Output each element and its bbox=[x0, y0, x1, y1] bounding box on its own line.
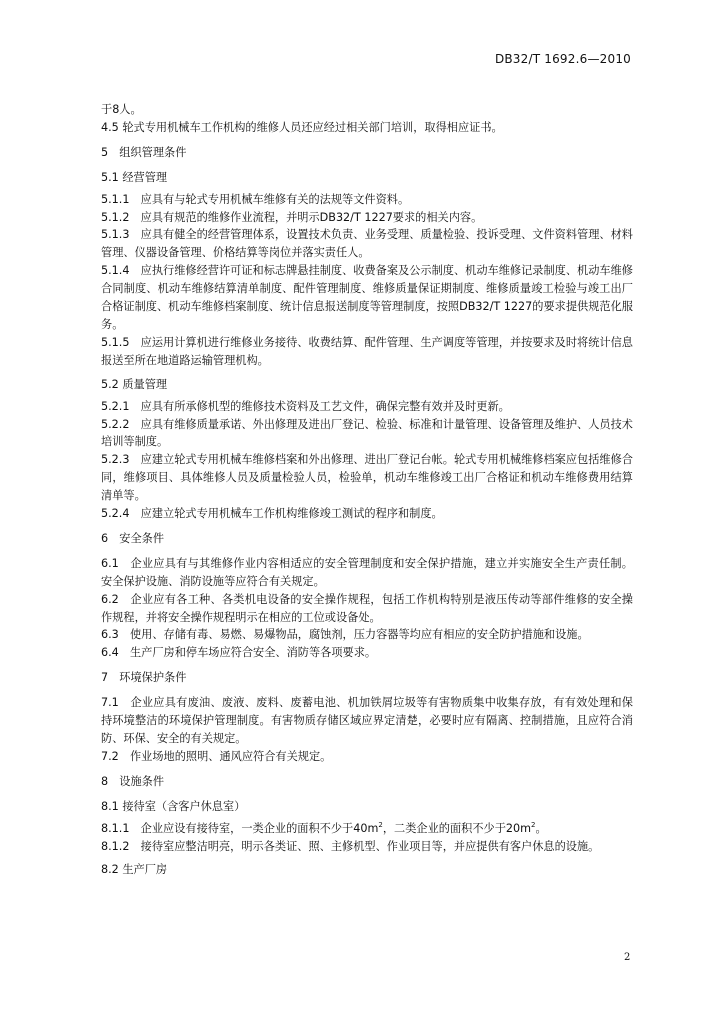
section-heading: 8 设施条件 bbox=[101, 774, 165, 788]
document-body bbox=[101, 101, 633, 883]
paragraph: 6.2 企业应有各工种、各类机电设备的安全操作规程，包括工作机构特别是液压传动等部件维修的安全操作规程，并将安全操作规程明示在相应的工位或设备处。 bbox=[101, 592, 633, 624]
paragraph: 5.1.1 应具有与轮式专用机械车维修有关的法规等文件资料。 bbox=[101, 192, 410, 206]
paragraph: 5.2.4 应建立轮式专用机械车工作机构维修竣工测试的程序和制度。 bbox=[101, 507, 443, 521]
superscript: 2 bbox=[531, 820, 536, 829]
subsection-heading: 8.2 生产厂房 bbox=[101, 863, 168, 877]
paragraph-text: ，二类企业的面积不少于20m bbox=[382, 821, 532, 835]
standard-code-header: DB32/T 1692.6—2010 bbox=[494, 52, 631, 66]
paragraph: 6.1 企业应具有与其维修作业内容相适应的安全管理制度和安全保护措施，建立并实施安全生产责任制。安全保护设施、消防设施等应符合有关规定。 bbox=[101, 556, 633, 588]
paragraph: 5.1.2 应具有规范的维修作业流程，并明示DB32/T 1227要求的相关内容。 bbox=[101, 210, 483, 224]
paragraph: 5.1.5 应运用计算机进行维修业务接待、收费结算、配件管理、生产调度等管理，并按要求及时将统计信息报送至所在地道路运输管理机构。 bbox=[101, 335, 633, 367]
paragraph: 7.2 作业场地的照明、通风应符合有关规定。 bbox=[101, 749, 332, 763]
paragraph: 于8人。 bbox=[101, 103, 142, 116]
paragraph: 6.3 使用、存储有毒、易燃、易爆物品，腐蚀剂，压力容器等均应有相应的安全防护措施和设施。 bbox=[101, 628, 589, 642]
paragraph-area-requirement bbox=[101, 820, 633, 838]
subsection-heading: 8.1 接待室（含客户休息室） bbox=[101, 799, 246, 813]
subsection-heading: 5.1 经营管理 bbox=[101, 170, 168, 184]
paragraph: 6.4 生产厂房和停车场应符合安全、消防等各项要求。 bbox=[101, 646, 377, 660]
paragraph-text: 8.1.1 企业应设有接待室，一类企业的面积不少于40m bbox=[101, 821, 379, 835]
paragraph: 8.1.2 接待室应整洁明亮，明示各类证、照、主修机型、作业项目等，并应提供有客户休息的设施。 bbox=[101, 839, 600, 853]
paragraph: 5.1.4 应执行维修经营许可证和标志牌悬挂制度、收费备案及公示制度、机动车维修记录制度、机动车维修合同制度、机动车维修结算清单制度、配件管理制度、维修质量保证期制度、维修质量竣工检验与竣工出厂合格证制度、机动车维修档案制度、统计信息报送制度等管理制度，按照DB32/T 1227的要求提供规范化服务。 bbox=[101, 264, 633, 331]
paragraph: 5.2.1 应具有所承修机型的维修技术资料及工艺文件，确保完整有效并及时更新。 bbox=[101, 399, 510, 413]
paragraph: 4.5 轮式专用机械车工作机构的维修人员还应经过相关部门培训，取得相应证书。 bbox=[101, 120, 503, 134]
paragraph: 5.2.2 应具有维修质量承诺、外出修理及进出厂登记、检验、标准和计量管理、设备管理及维护、人员技术培训等制度。 bbox=[101, 417, 633, 449]
section-heading: 5 组织管理条件 bbox=[101, 145, 187, 159]
paragraph-text: 。 bbox=[535, 821, 547, 835]
superscript: 2 bbox=[378, 820, 383, 829]
section-heading: 7 环境保护条件 bbox=[101, 671, 187, 685]
paragraph: 7.1 企业应具有废油、废液、废料、废蓄电池、机加铁屑垃圾等有害物质集中收集存放，有有效处理和保持环境整洁的环境保护管理制度。有害物质存储区域应界定清楚，必要时应有隔离、控制措施，且应符合消防、环保、安全的有关规定。 bbox=[101, 696, 633, 745]
subsection-heading: 5.2 质量管理 bbox=[101, 377, 168, 391]
section-heading: 6 安全条件 bbox=[101, 531, 165, 545]
paragraph: 5.1.3 应具有健全的经营管理体系，设置技术负责、业务受理、质量检验、投诉受理、文件资料管理、材料管理、仪器设备管理、价格结算等岗位并落实责任人。 bbox=[101, 228, 633, 260]
page-number: 2 bbox=[624, 952, 631, 963]
paragraph: 5.2.3 应建立轮式专用机械车维修档案和外出修理、进出厂登记台帐。轮式专用机械维修档案应包括维修合同，维修项目、具体维修人员及质量检验人员，检验单，机动车维修竣工出厂合格证和机动车维修费用结算清单等。 bbox=[101, 453, 633, 503]
